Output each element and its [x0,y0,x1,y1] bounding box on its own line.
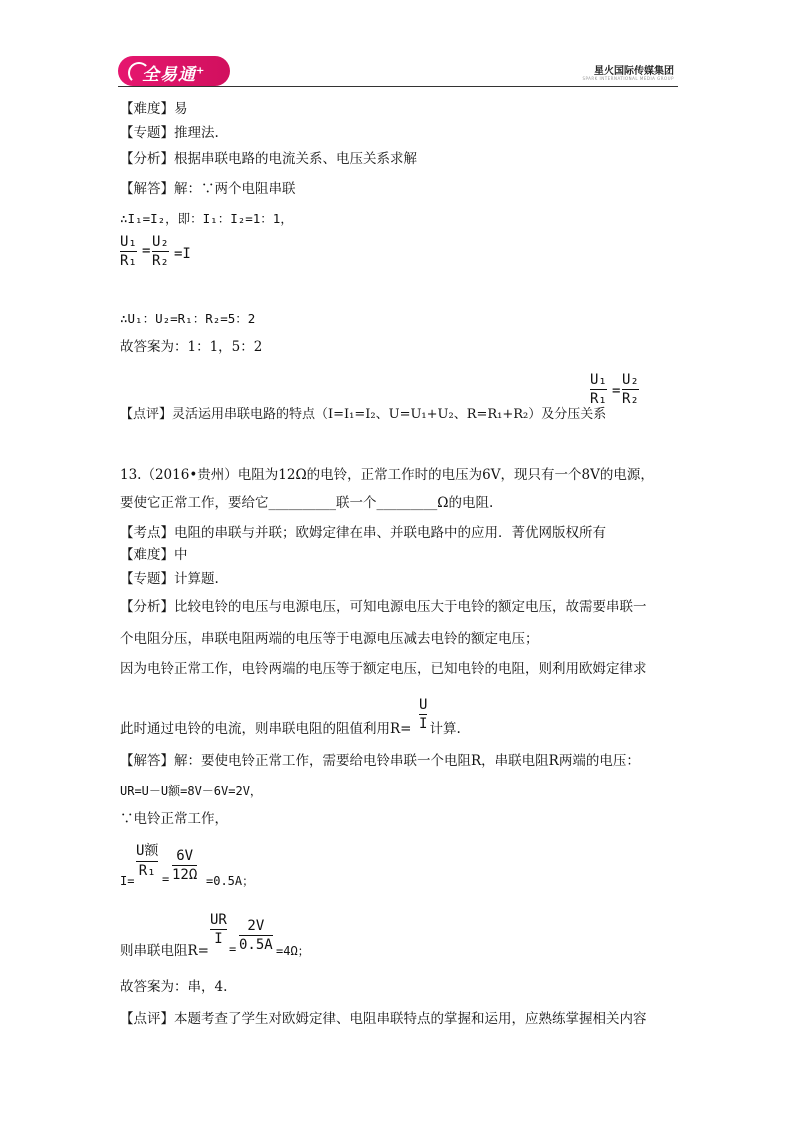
q12-fraction-u2-r2: U₂ R₂ [152,234,169,269]
q13-analysis-line4: 此时通过电铃的电流，则串联电阻的阻值利用R= 计算. [120,721,461,737]
q13-solution-line3: ∵电铃正常工作， [120,811,228,827]
q12-step1: ∴I₁=I₂，即：I₁：I₂=1：1， [120,211,293,226]
q12-comment: 【点评】灵活运用串联电路的特点（I=I₁=I₂、U=U₁+U₂、R=R₁+R₂）及分压关系 [120,407,607,422]
q13-answer: 故答案为：串，4. [120,979,228,995]
q13-kaodian: 【考点】电阻的串联与并联；欧姆定律在串、并联电路中的应用．菁优网版权所有 [120,525,606,541]
q13-resistance-fraction-2: 2V 0.5A [239,918,273,953]
q13-analysis-line2: 个电阻分压，串联电阻两端的电压等于电源电压减去电铃的额定电压； [120,631,539,647]
header-divider [118,86,678,87]
q13-question-line2: 要使它正常工作，要给它__________联一个_________Ω的电阻. [120,495,494,511]
q12-fraction-u1-r1: U₁ R₁ [120,234,137,269]
q12-eq-tail: =I [174,246,191,262]
q13-resistance-label: 则串联电阻R= [120,943,209,959]
q13-resistance-result: =4Ω； [276,944,310,958]
q13-current-fraction-1: U额 R₁ [136,843,159,879]
logo-text: 全易通+ [142,65,206,85]
q13-solution-line1: 【解答】解：要使电铃正常工作，需要给电铃串联一个电阻R，串联电阻R两端的电压： [120,753,640,769]
q13-resistance-eq1: = [229,942,237,956]
q13-comment: 【点评】本题考查了学生对欧姆定律、电阻串联特点的掌握和运用，应熟练掌握相关内容 [120,1011,647,1027]
q12-comment-fraction-2: U₂ R₂ [622,372,639,407]
q13-current-label: I= [120,874,135,888]
q12-difficulty: 【难度】易 [120,101,188,117]
q12-comment-fraction-1: U₁ R₁ [590,372,607,407]
q12-equals: = [142,243,151,259]
company-subtitle: SPARK INTERNATIONAL MEDIA GROUP [582,76,674,81]
q12-analysis: 【分析】根据串联电路的电流关系、电压关系求解 [120,151,417,167]
brand-logo [118,56,230,86]
q12-comment-equals: = [612,383,621,399]
q13-difficulty: 【难度】中 [120,547,188,563]
company-name: 星火国际传媒集团 [594,66,674,77]
q13-resistance-fraction-1: UR I [210,912,227,947]
q12-topic: 【专题】推理法. [120,125,219,141]
q13-current-result: =0.5A； [206,874,255,888]
q13-analysis-fraction: U I [419,697,428,732]
q13-current-fraction-2: 6V 12Ω [172,848,198,883]
q12-solution: 【解答】解：∵两个电阻串联 [120,181,296,197]
q13-current-eq1: = [162,872,170,886]
q12-step2: ∴U₁：U₂=R₁：R₂=5：2 [120,311,256,326]
q13-topic: 【专题】计算题. [120,571,219,587]
q12-answer: 故答案为：1：1，5：2 [120,339,263,355]
q13-analysis-line3: 因为电铃正常工作，电铃两端的电压等于额定电压，已知电铃的电阻，则利用欧姆定律求 [120,661,647,677]
q13-solution-line2: UR=U－U额=8V－6V=2V， [120,784,262,798]
q13-analysis-line1: 【分析】比较电铃的电压与电源电压，可知电源电压大于电铃的额定电压，故需要串联一 [120,599,647,615]
q13-question-line1: 13.（2016•贵州）电阻为12Ω的电铃，正常工作时的电压为6V，现只有一个8V的电源， [120,467,654,483]
